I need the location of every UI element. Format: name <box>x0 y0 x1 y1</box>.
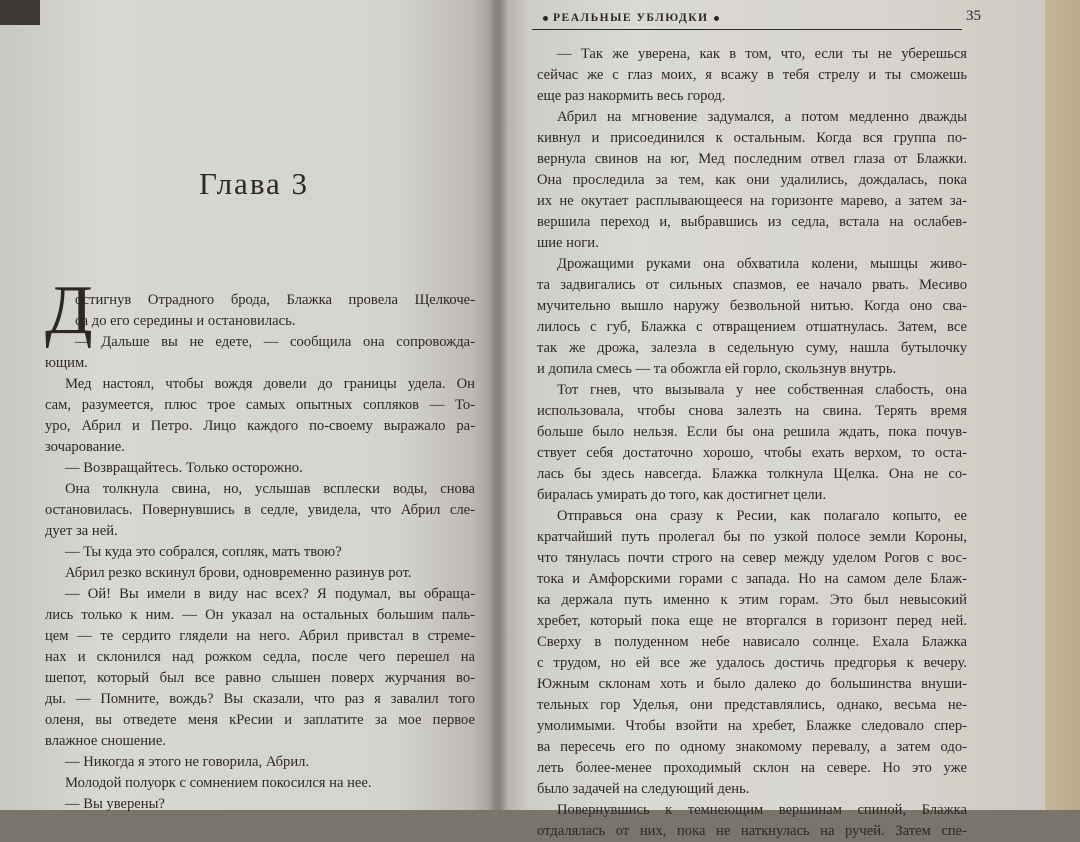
text-line: Молодой полуорк с сомнением покосился на нее. <box>65 775 372 791</box>
text-line: Сверху в полуденном небе нависало солнце. Ехала Блажка <box>537 634 967 650</box>
text-line: нах и склонился над рожком седла, после чего перешел на <box>45 649 475 665</box>
text-line: биралась умирать до того, как достигнет цели. <box>537 487 827 503</box>
text-line: умолимыми. Чтобы взойти на хребет, Блажке следовало спер- <box>537 718 967 734</box>
text-line: лись только к ним. — Он указал на остальных большим паль- <box>45 607 475 623</box>
text-line: Абрил резко вскинул брови, одновременно разинув рот. <box>65 565 412 581</box>
text-line: сейчас же с глаз моих, я всажу в тебя стрелу и ты сможешь <box>537 67 967 83</box>
text-line: — Вы уверены? <box>65 796 165 812</box>
text-line: зочарование. <box>45 439 125 455</box>
text-line: цем — те сердито глядели на него. Абрил привстал в стреме- <box>45 628 475 644</box>
text-line: оленя, вы отведете меня кРесии и заплатите за мое первое <box>45 712 475 728</box>
text-line: ствует себя достаточно хорошо, чтобы ехать верхом, то оста- <box>537 445 967 461</box>
text-line: Отправься она сразу к Ресии, как полагало копыто, ее <box>557 508 967 524</box>
page-number: 35 <box>966 8 981 24</box>
text-line: ды. — Помните, вождь? Вы сказали, что раз я завалил того <box>45 691 475 707</box>
text-line: Она проследила за тем, как они удалились, дождалась, пока <box>537 172 967 188</box>
text-line: так же дрожа, залезла в седельную суму, нашла бутылочку <box>537 340 967 356</box>
text-line: — Ты куда это собрался, сопляк, мать твою? <box>65 544 342 560</box>
text-line: ва пересечь его по одному знакомому перевалу, а затем одо- <box>537 739 967 755</box>
text-line: шие ноги. <box>537 235 599 251</box>
text-line: использовала, чтобы снова залезть на свина. Терять время <box>537 403 967 419</box>
text-line: мучительно вышло наружу безвольной нитью. Когда оно сва- <box>537 298 967 314</box>
text-line: остановилась. Повернувшись в седле, увидела, что Абрил сле- <box>45 502 475 518</box>
text-line: сам, разумеется, плюс трое самых опытных сопляков — То- <box>45 397 475 413</box>
text-line: влажное сношение. <box>45 733 166 749</box>
text-line: — Дальше вы не едете, — сообщила она сопровожда- <box>75 334 475 350</box>
text-line: Повернувшись к темнеющим вершинам спиной, Блажка <box>557 802 967 818</box>
bullet-icon <box>714 16 719 21</box>
text-line: Абрил на мгновение задумался, а потом медленно дважды <box>557 109 967 125</box>
text-line: Мед настоял, чтобы вождя довели до границы удела. Он <box>65 376 475 392</box>
text-line: дует за ней. <box>45 523 118 539</box>
text-line: что тянулась почти строго на север между уделом Рогов с вос- <box>537 550 967 566</box>
text-line: вернула свинов на юг, Мед последним отвел глаза от Блажки. <box>537 151 967 167</box>
text-line: еще раз накормить весь город. <box>537 88 726 104</box>
text-line: тельных гор Уделья, они представлялись, однако, весьма не- <box>537 697 967 713</box>
drop-cap: Д <box>45 272 93 349</box>
text-line: ка держала путь именно к этим горам. Это был невысокий <box>537 592 967 608</box>
left-page-text <box>45 290 475 815</box>
text-line: Тот гнев, что вызывала у нее собственная слабость, она <box>557 382 967 398</box>
text-line: уро, Абрил и Петро. Лицо каждого по-своему выражало ра- <box>45 418 475 434</box>
text-line: и допила смесь — та обожгла ей горло, скользнув внутрь. <box>537 361 897 377</box>
text-line: было задачей на следующий день. <box>537 781 750 797</box>
text-line: са до его середины и остановилась. <box>75 313 296 329</box>
text-line: лилось с губ, Блажка с отвращением отшатнулась. Затем, все <box>537 319 967 335</box>
text-line: ющим. <box>45 355 88 371</box>
text-line: больше было нельзя. Если бы она решила ждать, пока почув- <box>537 424 967 440</box>
text-line: Дрожащими руками она обхватила колени, мышцы живо- <box>557 256 967 272</box>
shadow-corner <box>0 0 40 25</box>
text-line: хребет, который пока еще не вторгался в горизонт перед ней. <box>537 613 967 629</box>
text-line: лась бы здесь навсегда. Блажка толкнула Щелка. Она не со- <box>537 466 967 482</box>
chapter-title: Глава 3 <box>199 166 310 201</box>
text-line: их не окутает расплывающееся на горизонте марево, а затем за- <box>537 193 967 209</box>
text-line: — Никогда я этого не говорила, Абрил. <box>65 754 310 770</box>
right-page-text <box>537 44 967 842</box>
text-line: отдалялась от них, пока не наткнулась на ручей. Затем спе- <box>537 823 967 839</box>
running-head <box>532 9 962 30</box>
text-line: Она толкнула свина, но, услышав всплески воды, снова <box>65 481 475 497</box>
text-line: вершила переход и, выбравшись из седла, встала на ослабев- <box>537 214 967 230</box>
text-line: шепот, который был все равно слышен поверх журчания во- <box>45 670 475 686</box>
book-gutter <box>488 0 508 810</box>
running-head-text: РЕАЛЬНЫЕ УБЛЮДКИ <box>553 12 709 24</box>
bullet-icon <box>543 16 548 21</box>
text-line: кивнул и присоединился к остальным. Когда вся группа по- <box>537 130 967 146</box>
text-line: остигнув Отрадного брода, Блажка провела Щелкоче- <box>75 292 475 308</box>
text-line: с трудом, но ей все же удалось достичь предгорья к вечеру. <box>537 655 967 671</box>
text-line: та задвигались от сильных спазмов, ее начало рвать. Месиво <box>537 277 967 293</box>
text-line: тока и Амфорскими горами с запада. Но на самом деле Блаж- <box>537 571 967 587</box>
text-line: — Так же уверена, как в том, что, если ты не уберешься <box>557 46 967 62</box>
text-line: Южным склонам хоть и было далеко до большинства внуши- <box>537 676 967 692</box>
text-line: леть более-менее проходимый склон на севере. Но это уже <box>537 760 967 776</box>
text-line: — Возвращайтесь. Только осторожно. <box>65 460 303 476</box>
text-line: — Ой! Вы имели в виду нас всех? Я подумал, вы обраща- <box>65 586 475 602</box>
text-line: кратчайший путь пролегал бы по узкой полосе земли Короны, <box>537 529 967 545</box>
